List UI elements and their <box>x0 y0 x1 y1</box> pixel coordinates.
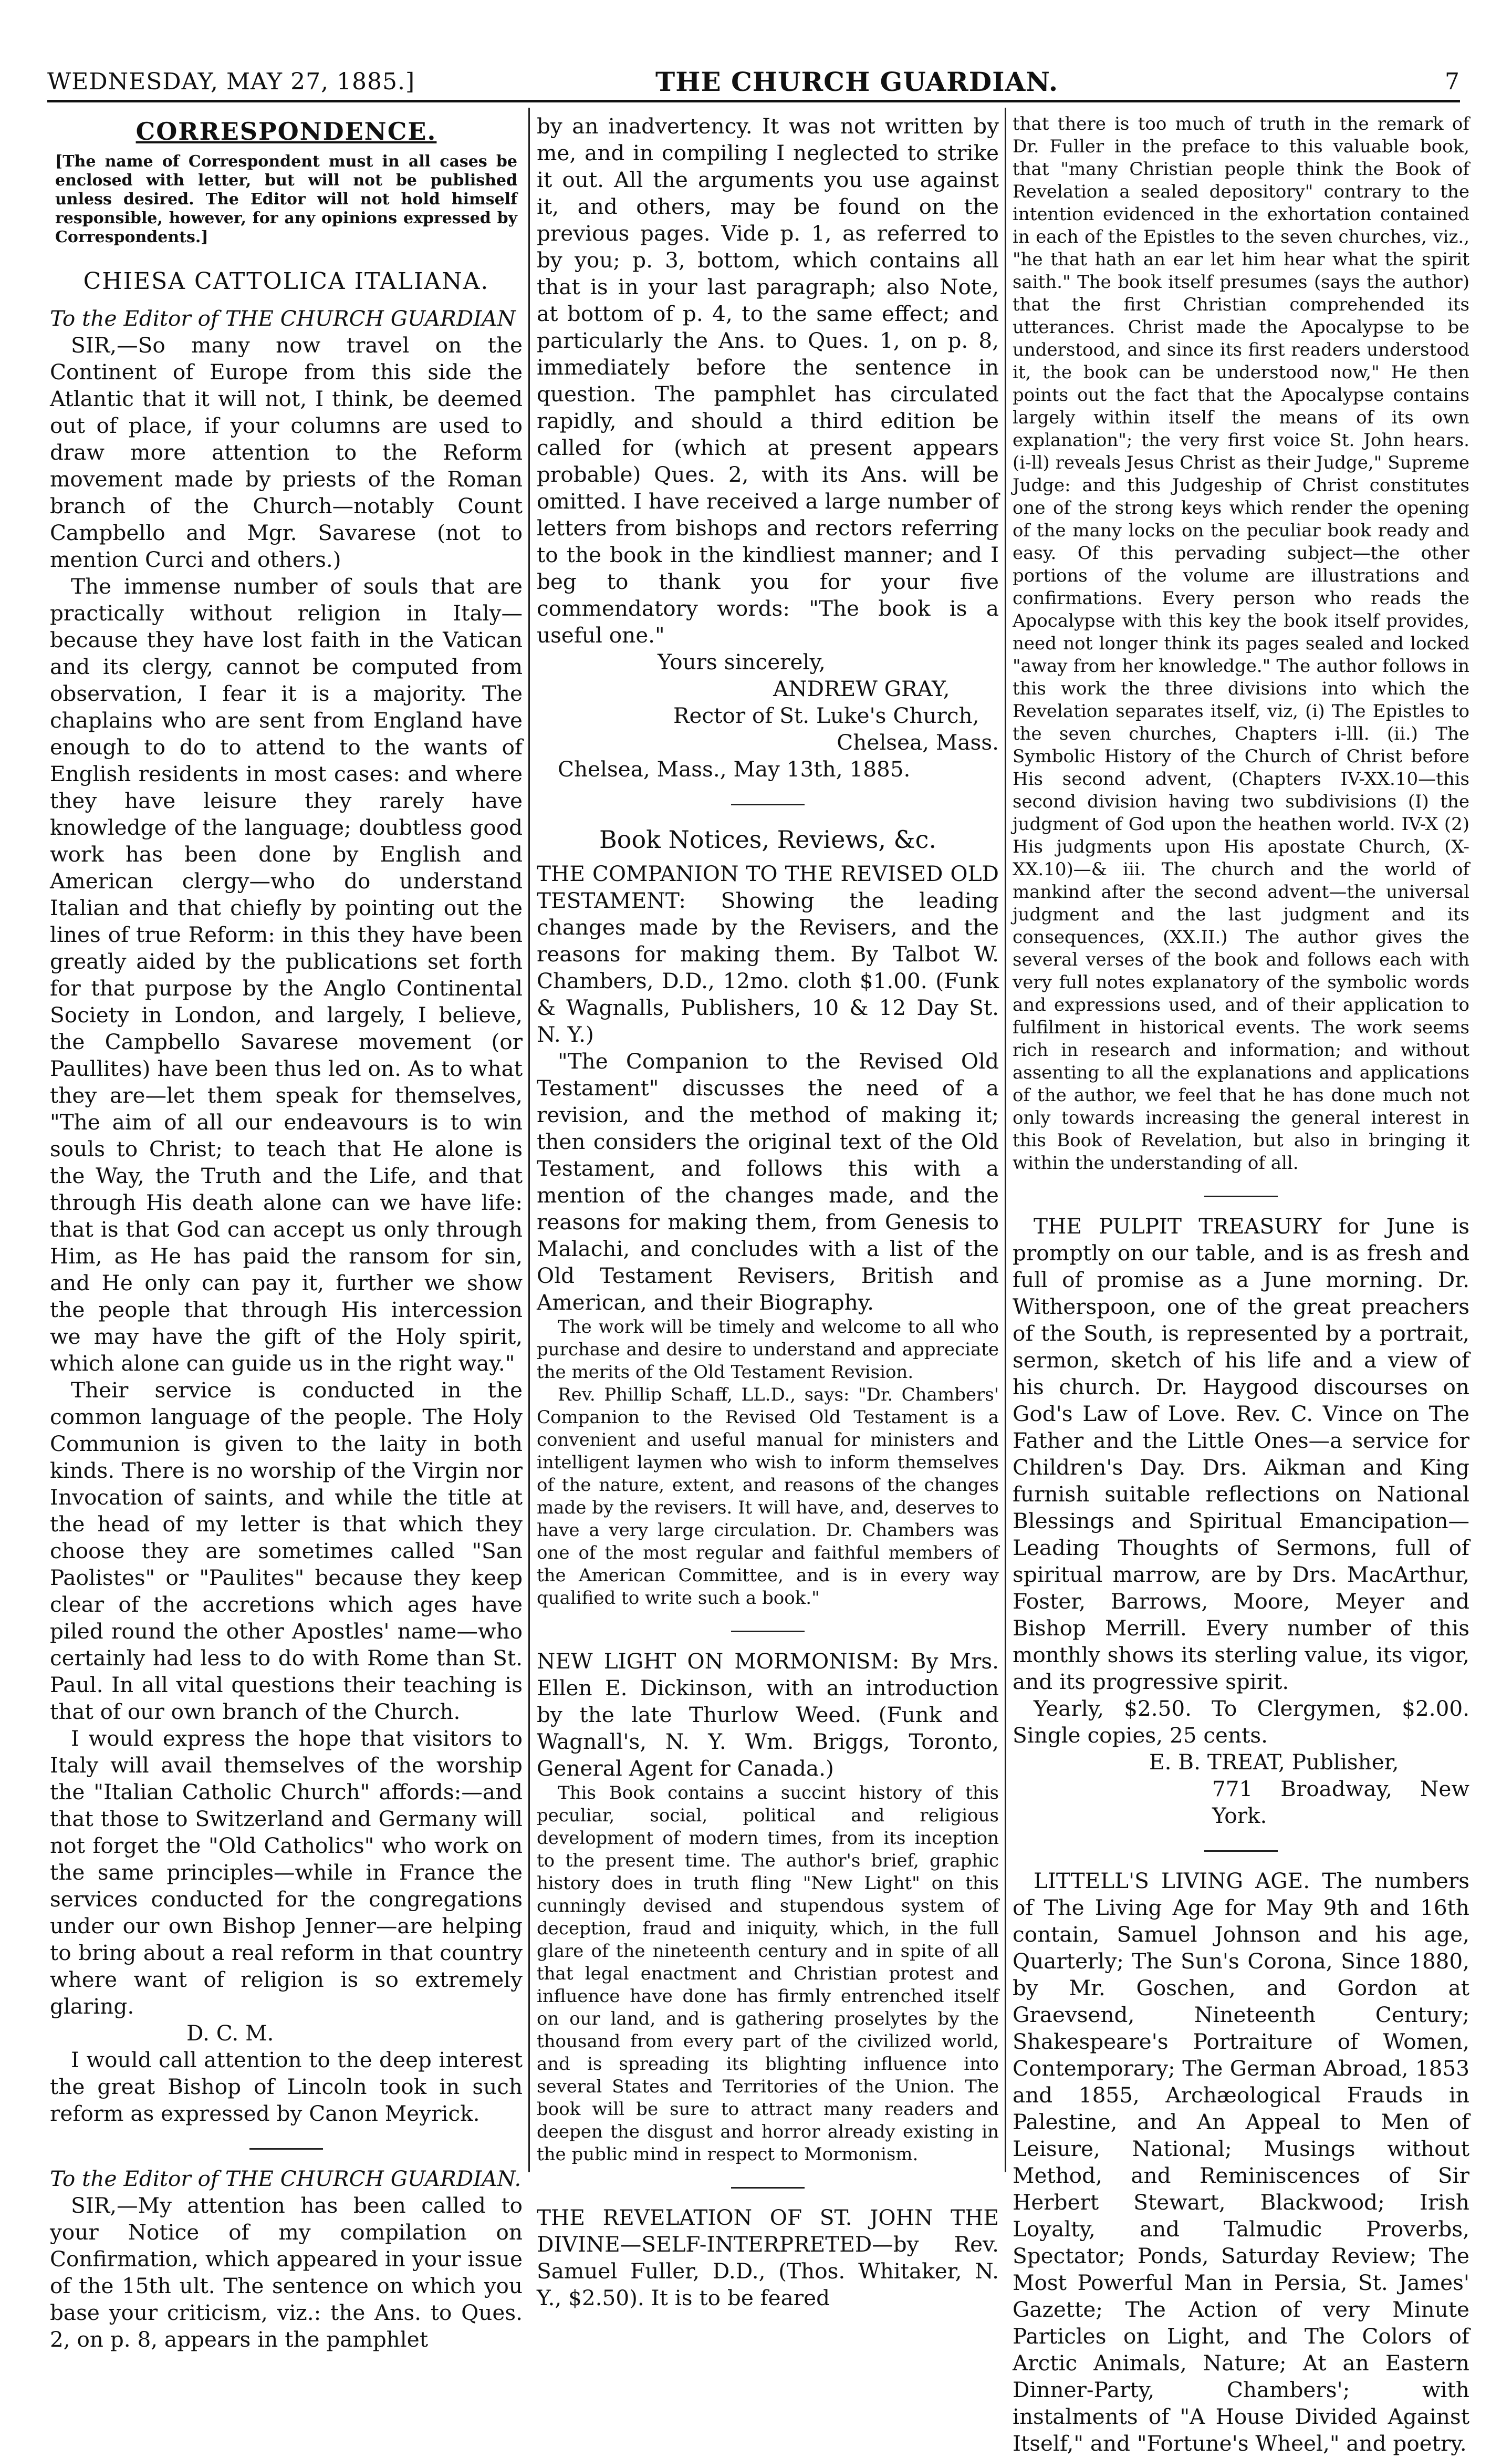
issue-date: WEDNESDAY, MAY 27, 1885.] <box>47 68 415 95</box>
letter-salutation: To the Editor of THE CHURCH GUARDIAN <box>50 306 516 331</box>
letter-heading: CHIESA CATTOLICA ITALIANA. <box>83 268 489 295</box>
letter-signature: D. C. M. <box>186 2020 274 2046</box>
signature-place: Chelsea, Mass. <box>837 730 999 755</box>
letter-paragraph: SIR,—So many now travel on the Continent of Europe from this side the Atlantic that it will not, I think, be deemed out of place, if your columns are used to draw more attention to the Reform movement made by priests of the Roman branch of the Church—notably Count Campbello and Mgr. Savarese (not to mention Curci and others.) <box>50 333 523 572</box>
signature-name: ANDREW GRAY, <box>773 676 950 701</box>
column-2 <box>537 113 999 2310</box>
section-rule <box>731 1631 805 1632</box>
masthead-rule <box>47 100 1460 102</box>
review-paragraph: Rev. Phillip Schaff, LL.D., says: "Dr. Chambers' Companion to the Revised Old Testament is a convenient and useful manual for ministers and intelligent laymen who wish to inform themselves of the nature, extent, and reasons of the changes made by the revisers. It will have, and, deserves to have a very large circulation. Dr. Chambers was one of the most regular and faithful members of the American Committee, and is in every way qualified to write such a book." <box>537 1384 999 1609</box>
newspaper-title: THE CHURCH GUARDIAN. <box>655 66 1059 97</box>
review-title: THE COMPANION TO THE REVISED OLD TESTAMENT: Showing the leading changes made by the Revisers, and the reasons for making them. By Talbot W. Chambers, D.D., 12mo. cloth $1.00. (Funk & Wagnalls, Publishers, 10 & 12 Day St. N. Y.) <box>537 861 999 1047</box>
column-divider <box>1005 108 1006 2172</box>
editor-note: [The name of Correspondent must in all cases be enclosed with letter, but will not be published unless desired. The Editor will not hold himself responsible, however, for any opinions expressed by Correspondents.] <box>55 152 517 246</box>
column-1 <box>50 113 523 2352</box>
review-paragraph: This Book contains a succint history of this peculiar, social, political and religious development of modern times, from its inception to the present time. The author's brief, graphic history does in truth fling "New Light" on this cunningly devised and stupendous system of deception, fraud and iniquity, which, in the full glare of the nineteenth century and in spite of all that legal enactment and Christian protest and influence have done has firmly entrenched itself on our land, and is gathering proselytes by the thousand from every part of the civilized world, and is spreading its blighting influence into several States and Territories of the Union. The book will be sure to attract many readers and deepen the disgust and horror already existing in the public mind in respect to Mormonism. <box>537 1782 999 2165</box>
column-3 <box>1013 113 1469 2456</box>
publisher-address: 771 Broadway, New York. <box>1212 1776 1469 1828</box>
letter-continuation: by an inadvertency. It was not written by me, and in compiling I neglected to strike it out. All the arguments you use against it, and others, may be found on the previous pages. Vide p. 1, as referred to by you; p. 3, bottom, which contains all that is in your last paragraph; also Note, at bottom of p. 4, to the same effect; and particularly the Ans. to Ques. 1, on p. 8, immediately before the sentence in question. The pamphlet has circulated rapidly, and should a third edition be called for (which at present appears probable) Ques. 2, with its Ans. will be omitted. I have received a large number of letters from bishops and rectors referring to the book in the kindliest manner; and I beg to thank you for your five commendatory words: "The book is a useful one." <box>537 113 999 648</box>
review-title: THE REVELATION OF ST. JOHN THE DIVINE—SELF-INTERPRETED—by Rev. Samuel Fuller, D.D., (Thos. Whitaker, N. Y., $2.50). It is to be feared <box>537 2205 999 2310</box>
review-paragraph: The work will be timely and welcome to all who purchase and desire to understand and appreciate the merits of the Old Testament Revision. <box>537 1316 999 1383</box>
letter-paragraph: The immense number of souls that are practically without religion in Italy—because they have lost faith in the Vatican and its clergy, cannot be computed from observation, I fear it is a majority. The chaplains who are sent from England have enough to do to attend to the wants of English residents in most cases: and where they have leisure they rarely have knowledge of the language; doubtless good work has been done by English and American clergy—who do understand Italian and that chiefly by pointing out the lines of true Reform: in this they have been greatly aided by the publications set forth for that purpose by the Anglo Continental Society in London, and largely, I believe, the Campbello Savarese movement (or Paullites) have been thus led on. As to what they are—let them speak for themselves, "The aim of all our endeavours is to win souls to Christ; to teach that He alone is the Way, the Truth and the Life, and that through His death alone can we have life: that is that God can accept us only through Him, as He has paid the ransom for sin, and He only can pay it, further we show the people that through His intercession we may have the gift of the Holy spirit, which alone can guide us in the right way." <box>50 574 523 1376</box>
review-continuation: that there is too much of truth in the remark of Dr. Fuller in the preface to this valuable book, that "many Christian people think the Book of Revelation a sealed depository" contrary to the intention evidenced in the exhortation contained in each of the Epistles to the seven churches, viz., "he that hath an ear let him hear what the spirit saith." The book itself presumes (says the author) that the first Christian comprehended its utterances. Christ made the Apocalypse to be understood, and since its first readers understood it, the book can be understood now," He then points out the fact that the Apocalypse contains largely within itself the means of its own explanation"; the very first voice St. John hears. (i-ll) reveals Jesus Christ as their Judge," Supreme Judge: and this Judgeship of Christ constitutes one of the strong keys which render the opening of the many locks on the peculiar book ready and easy. Of this pervading subject—the other portions of the volume are illustrations and confirmations. Every person who reads the Apocalypse with this key the book itself provides, need not longer think its pages sealed and locked "away from her knowledge." The author follows in this work the three divisions into which the Revelation separates itself, viz, (i) The Epistles to the seven churches, Chapters i-lll. (ii.) The Symbolic History of the Church of Christ before His second advent, (Chapters IV-XX.10—this second division having two subdivisions (I) the judgment of God upon the heathen world. IV-X (2) His judgments upon His apostate Church, (X-XX.10)—& iii. The church and the world of mankind after the second advent—the universal judgment and the last judgment and its consequences, (XX.II.) The author gives the several verses of the book and follows each with very full notes explanatory of the symbolic words and expressions used, and of their application to fulfilment in historical events. The work seems rich in research and information; and without assenting to all the explanations and applications of the author, we feel that he has done much not only towards increasing the general interest in this Book of Revelation, but also in bringing it within the understanding of all. <box>1013 113 1469 1174</box>
section-rule <box>731 804 805 805</box>
section-rule <box>1204 1196 1278 1197</box>
section-title: CORRESPONDENCE. <box>135 117 437 146</box>
masthead <box>47 63 1460 105</box>
page-number: 7 <box>1445 68 1460 95</box>
section-rule <box>731 2187 805 2189</box>
section-rule <box>1204 1850 1278 1852</box>
review-title: NEW LIGHT ON MORMONISM: By Mrs. Ellen E. Dickinson, with an introduction by the late Thurlow Weed. (Funk and Wagnall's, N. Y. Wm. Briggs, Toronto, General Agent for Canada.) <box>537 1649 999 1781</box>
notice-paragraph: LITTELL'S LIVING AGE. The numbers of The Living Age for May 9th and 16th contain, Samuel Johnson and his age, Quarterly; The Sun's Corona, Since 1880, by Mr. Goschen, and Gordon at Graevsend, Nineteenth Century; Shakespeare's Portraiture of Women, Contemporary; The German Abroad, 1853 and 1855, Archæological Frauds in Palestine, and An Appeal to Men of Leisure, National; Musings without Method, and Reminiscences of Sir Herbert Stewart, Blackwood; Irish Loyalty, and Talmudic Proverbs, Spectator; Ponds, Saturday Review; The Most Powerful Man in Persia, St. James' Gazette; The Action of very Minute Particles on Light, and The Colors of Arctic Animals, Nature; At an Eastern Dinner-Party, Chambers'; with instalments of "A House Divided Against Itself," and "Fortune's Wheel," and poetry. <box>1013 1868 1469 2456</box>
notice-paragraph: THE PULPIT TREASURY for June is promptly on our table, and is as fresh and full of promise as a June morning. Dr. Witherspoon, one of the great preachers of the South, is represented by a portrait, sermon, sketch of his life and a view of his church. Dr. Haygood discourses on God's Law of Love. Rev. C. Vince on The Father and the Little Ones—a service for Children's Day. Drs. Aikman and King furnish suitable reflections on National Blessings and Spiritual Emancipation—Leading Thoughts of Sermons, full of spiritual marrow, are by Drs. MacArthur, Foster, Barrows, Moore, Meyer and Bishop Merrill. Every number of this monthly shows its sterling value, its vigor, and its progressive spirit. <box>1013 1214 1469 1694</box>
review-paragraph: "The Companion to the Revised Old Testament" discusses the need of a revision, and the method of making it; then considers the original text of the Old Testament, and follows this with a mention of the changes made, and the reasons for making them, from Genesis to Malachi, and concludes with a list of the Old Testament Revisers, British and American, and their Biography. <box>537 1049 999 1315</box>
column-divider <box>528 108 530 2172</box>
letter-paragraph: Their service is conducted in the common language of the people. The Holy Communion is given to the laity in both kinds. There is no worship of the Virgin nor Invocation of saints, and while the title at the head of my letter is that which they choose they are sometimes called "San Paolistes" or "Paulites" because they keep clear of the accretions which ages have piled round the other Apostles' name—who certainly had less to do with Rome than St. Paul. In all vital questions their teaching is that of our own branch of the Church. <box>50 1377 523 1724</box>
letter-closing: Yours sincerely, <box>658 649 826 675</box>
reviews-heading: Book Notices, Reviews, &c. <box>599 825 936 854</box>
letter-salutation: To the Editor of THE CHURCH GUARDIAN. <box>50 2166 522 2191</box>
notice-price: Yearly, $2.50. To Clergymen, $2.00. Single copies, 25 cents. <box>1013 1696 1469 1748</box>
publisher-name: E. B. TREAT, Publisher, <box>1149 1749 1399 1775</box>
signature-title: Rector of St. Luke's Church, <box>673 703 979 728</box>
letter-date: Chelsea, Mass., May 13th, 1885. <box>558 756 911 782</box>
letter-paragraph: I would express the hope that visitors to Italy will avail themselves of the worship the "Italian Catholic Church" affords:—and that those to Switzerland and Germany will not forget the "Old Catholics" who work on the same principles—while in France the services conducted for the congregations under our own Bishop Jenner—are helping to bring about a real reform in that country where want of religion is so extremely glaring. <box>50 1726 523 2019</box>
letter-postscript: I would call attention to the deep interest the great Bishop of Lincoln took in such reform as expressed by Canon Meyrick. <box>50 2047 523 2126</box>
letter-paragraph: SIR,—My attention has been called to your Notice of my compilation on Confirmation, which appeared in your issue of the 15th ult. The sentence on which you base your criticism, viz.: the Ans. to Ques. 2, on p. 8, appears in the pamphlet <box>50 2193 523 2352</box>
section-rule <box>249 2148 323 2150</box>
